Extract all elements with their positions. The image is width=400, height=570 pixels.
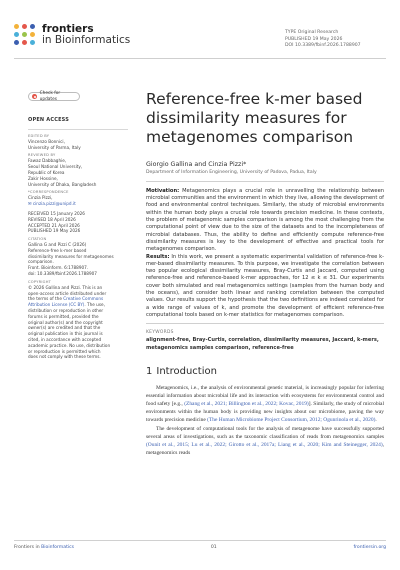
introduction-text	[146, 384, 384, 458]
intro-paragraph-2: The development of computational tools for the analysis of metagenome have successfully supported several areas of investigations, such as the taxonomic classification of reads from metagenomics samples (Ounit et al., 2015; Lu et al., 2022; Girotto et al., 2017a; Liang et al., 2020; Kim and Steinegger, 2024), metagenomics reads	[146, 425, 384, 457]
citation-link[interactable]: (The Human Microbiome Project Consortium, 2012; Ogunrinola et al., 2020)	[207, 417, 376, 424]
correspondence-label: *CORRESPONDENCE	[28, 190, 69, 195]
edited-by: Vincenzo Bonnici, University of Parma, Italy	[28, 138, 81, 150]
article-main	[146, 90, 384, 457]
abstract	[146, 188, 384, 320]
keywords-label: KEYWORDS	[146, 330, 174, 336]
sidebar-divider	[28, 129, 128, 130]
citation-link[interactable]: (Zhang et al., 2021; Billington et al., 2022; Kovac, 2019)	[184, 401, 309, 408]
section-number: 1	[146, 365, 153, 377]
keywords-divider	[146, 323, 384, 324]
article-meta	[285, 30, 361, 50]
article-authors[interactable]: Giorgio Gallina and Cinzia Pizzi*	[146, 160, 247, 168]
header-divider	[14, 58, 386, 59]
article-sidebar	[28, 92, 136, 360]
meta-doi[interactable]: DOI 10.3389/fbinf.2026.1788907	[285, 43, 361, 49]
footer-journal: Frontiers in Bioinformatics	[14, 545, 75, 550]
abstract-motivation: Motivation: Metagenomics plays a crucial role in unravelling the relationship between microbial communities and the environment in which they live, allowing the development of food and environmental control techniques. Similarly, the study of microbial environments within the human body plays a crucial role towards precision medicine. In these contexts, the problem of metagenomic samples comparison is among the most challenging from the computational point of view due to the size of the datasets and to the incompleteness of microbial databases. Thus, the ability to define and efficiently compute reference-free dissimilarity measures is key to the development of effective and practical tools for metagenomes comparison.	[146, 187, 384, 253]
frontiers-logo[interactable]	[14, 24, 130, 46]
page-number: 01	[210, 545, 217, 550]
section-heading-introduction	[146, 366, 384, 377]
keywords: alignment-free, Bray-Curtis, correlation, dissimilarity measures, Jaccard, k-mers, metagenomics samples comparison, reference-free	[146, 337, 379, 351]
intro-paragraph-1: Metagenomics, i.e., the analysis of environmental genetic material, is increasingly popular for inferring essential information about microbial life and its interaction with ecosystems for environmental control and food safety [e.g., (Zhang et al., 2021; Billington et al., 2022; Kovac, 2019)]. Similarly, the study of microbial environments within the human body is providing new insights about our microbiome, paving the way towards precision medicine (The Human Microbiome Project Consortium, 2012; Ogunrinola et al., 2020).	[146, 384, 384, 424]
author-affiliation: Department of Information Engineering, University of Padova, Padua, Italy	[146, 169, 317, 175]
citation: Gallina G and Pizzi C (2026) Reference-free k-mer based dissimilarity measures for metagenomes comparison. Front. Bioinform. 6:1788907. doi: 10.3389/fbinf.2026.1788907	[28, 242, 114, 277]
citation-link[interactable]: (Ounit et al., 2015; Lu et al., 2022; Girotto et al., 2017a; Liang et al., 2020; Kim and Steinegger, 2024)	[146, 441, 383, 448]
article-title: Reference-free k-mer based dissimilarity measures for metagenomes comparison	[146, 90, 363, 146]
article-dates: RECEIVED 15 January 2026 REVISED 18 April 2026 ACCEPTED 21 April 2026 PUBLISHED 19 May 2026	[28, 210, 85, 234]
meta-published: PUBLISHED 19 May 2026	[285, 36, 343, 42]
meta-type: TYPE Original Research	[285, 30, 339, 35]
reviewed-by-label: REVIEWED BY	[28, 153, 56, 158]
edited-by-label: EDITED BY	[28, 133, 50, 138]
reviewed-by: Fawaz Dabbaghie, Seoul National University, Republic of Korea Zakir Hossine, University of Dhaka, Bangladesh	[28, 158, 97, 187]
footer-journal-link[interactable]: Bioinformatics	[41, 545, 75, 550]
open-access-label: OPEN ACCESS	[28, 117, 70, 123]
creative-commons-link[interactable]: Creative Commons	[63, 296, 104, 302]
abstract-divider	[146, 181, 384, 182]
abstract-results: Results: In this work, we present a systematic experimental validation of reference-free k-mer-based dissimilarity measures. To this purpose, we investigate the correlation between two popular ecological dissimilarity measures, Bray-Curtis and Jaccard, computed using reference-free and reference-based k-mer approaches, for 12 ≤ k ≤ 31. Our experiments cover both simulated and real metagenomics settings (samples from the human body and the oceans), and consider both linear and ranking correlation between the computed values. Our results support the hypothesis that the two definitions are indeed correlated for a wide range of values of k, and promote the development of efficient reference-free computational tools based on k-mer statistics for metagenomes comparison.	[146, 253, 384, 319]
section-title: Introduction	[156, 365, 217, 377]
check-updates-label: Check for updates	[39, 90, 61, 102]
check-updates-icon	[32, 94, 37, 99]
correspondence: Cinzia Pizzi, ✉ cinzia.pizzi@unipd.it	[28, 195, 136, 207]
footer-site-link[interactable]: frontiersin.org	[353, 545, 386, 550]
copyright: © 2026 Gallina and Pizzi. This is an open-access article distributed under the terms of the Creative Commons Attribution License (CC BY). The use, distribution or reproduction in other forums is permitted, provided the original author(s) and the copyright owner(s) are credited and that the original publication in this journal is cited, in accordance with accepted academic practice. No use, distribution or reproduction is permitted which does not comply with these terms.	[28, 284, 111, 360]
copyright-label: COPYRIGHT	[28, 279, 52, 284]
check-for-updates-button[interactable]	[28, 92, 80, 101]
frontiers-logo-icon	[14, 24, 36, 46]
footer-divider	[14, 540, 386, 541]
page-footer	[14, 540, 386, 550]
logo-brand: frontiers	[42, 23, 94, 35]
logo-journal: in Bioinformatics	[42, 34, 131, 47]
cc-by-link[interactable]: Attribution License (CC BY)	[28, 302, 85, 308]
correspondence-email-link[interactable]: ✉ cinzia.pizzi@unipd.it	[28, 201, 76, 207]
citation-label: CITATION	[28, 237, 47, 242]
